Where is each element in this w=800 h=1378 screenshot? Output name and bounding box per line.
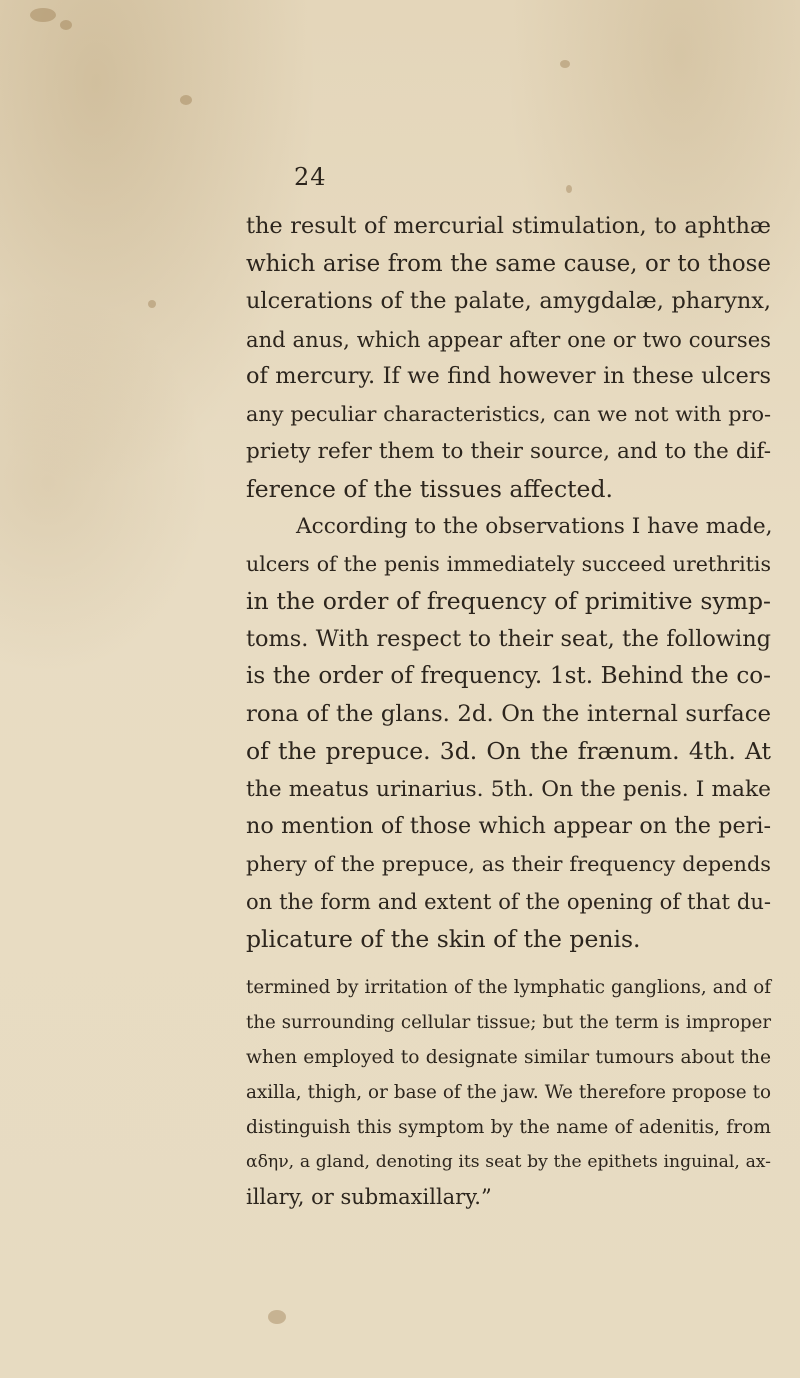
text-line: αδην, a gland, denoting its seat by the epithets inguinal, ax- xyxy=(246,1152,771,1172)
text-line: plicature of the skin of the penis. xyxy=(246,924,641,953)
text-line: axilla, thigh, or base of the jaw. We therefore propose to xyxy=(246,1082,771,1103)
text-line: priety refer them to their source, and to the dif- xyxy=(246,439,771,464)
text-line: ulcers of the penis immediately succeed urethritis xyxy=(246,551,771,576)
text-line: toms. With respect to their seat, the following xyxy=(246,625,771,652)
text-line: which arise from the same cause, or to those xyxy=(246,250,771,277)
text-line: phery of the prepuce, as their frequency depends xyxy=(246,851,771,876)
text-line: According to the observations I have made, xyxy=(296,514,773,539)
text-line: is the order of frequency. 1st. Behind the co- xyxy=(246,663,771,689)
text-line: any peculiar characteristics, can we not with pro- xyxy=(246,401,771,426)
text-line: rona of the glans. 2d. On the internal surface xyxy=(246,700,771,727)
text-line: of mercury. If we find however in these ulcers xyxy=(246,363,771,389)
text-line: in the order of frequency of primitive symp- xyxy=(246,587,771,615)
text-line: ulcerations of the palate, amygdalæ, pharynx, xyxy=(246,288,771,314)
text-line: the meatus urinarius. 5th. On the penis. I make xyxy=(246,776,771,802)
body-text-top xyxy=(246,208,771,958)
stain-mark xyxy=(560,60,570,68)
stain-mark xyxy=(60,20,72,30)
text-line: on the form and extent of the opening of that du- xyxy=(246,889,771,914)
text-line: the result of mercurial stimulation, to aphthæ xyxy=(246,213,771,239)
text-line: distinguish this symptom by the name of adenitis, from xyxy=(246,1117,771,1138)
stain-mark xyxy=(566,185,572,193)
text-line: the surrounding cellular tissue; but the term is improper xyxy=(246,1012,771,1033)
stain-mark xyxy=(30,8,56,22)
text-line: termined by irritation of the lymphatic ganglions, and of xyxy=(246,977,771,998)
stain-mark xyxy=(180,95,192,105)
body-text-bottom xyxy=(246,970,771,1215)
text-line: when employed to designate similar tumours about the xyxy=(246,1047,771,1068)
stain-mark xyxy=(268,1310,286,1324)
stain-mark xyxy=(148,300,156,308)
text-line: illary, or submaxillary.” xyxy=(246,1185,492,1209)
text-line: and anus, which appear after one or two courses xyxy=(246,326,771,352)
text-line: ference of the tissues affected. xyxy=(246,474,613,503)
text-line: no mention of those which appear on the peri- xyxy=(246,813,771,839)
text-line: of the prepuce. 3d. On the frænum. 4th. At xyxy=(246,737,771,765)
page-number: 24 xyxy=(294,163,327,191)
